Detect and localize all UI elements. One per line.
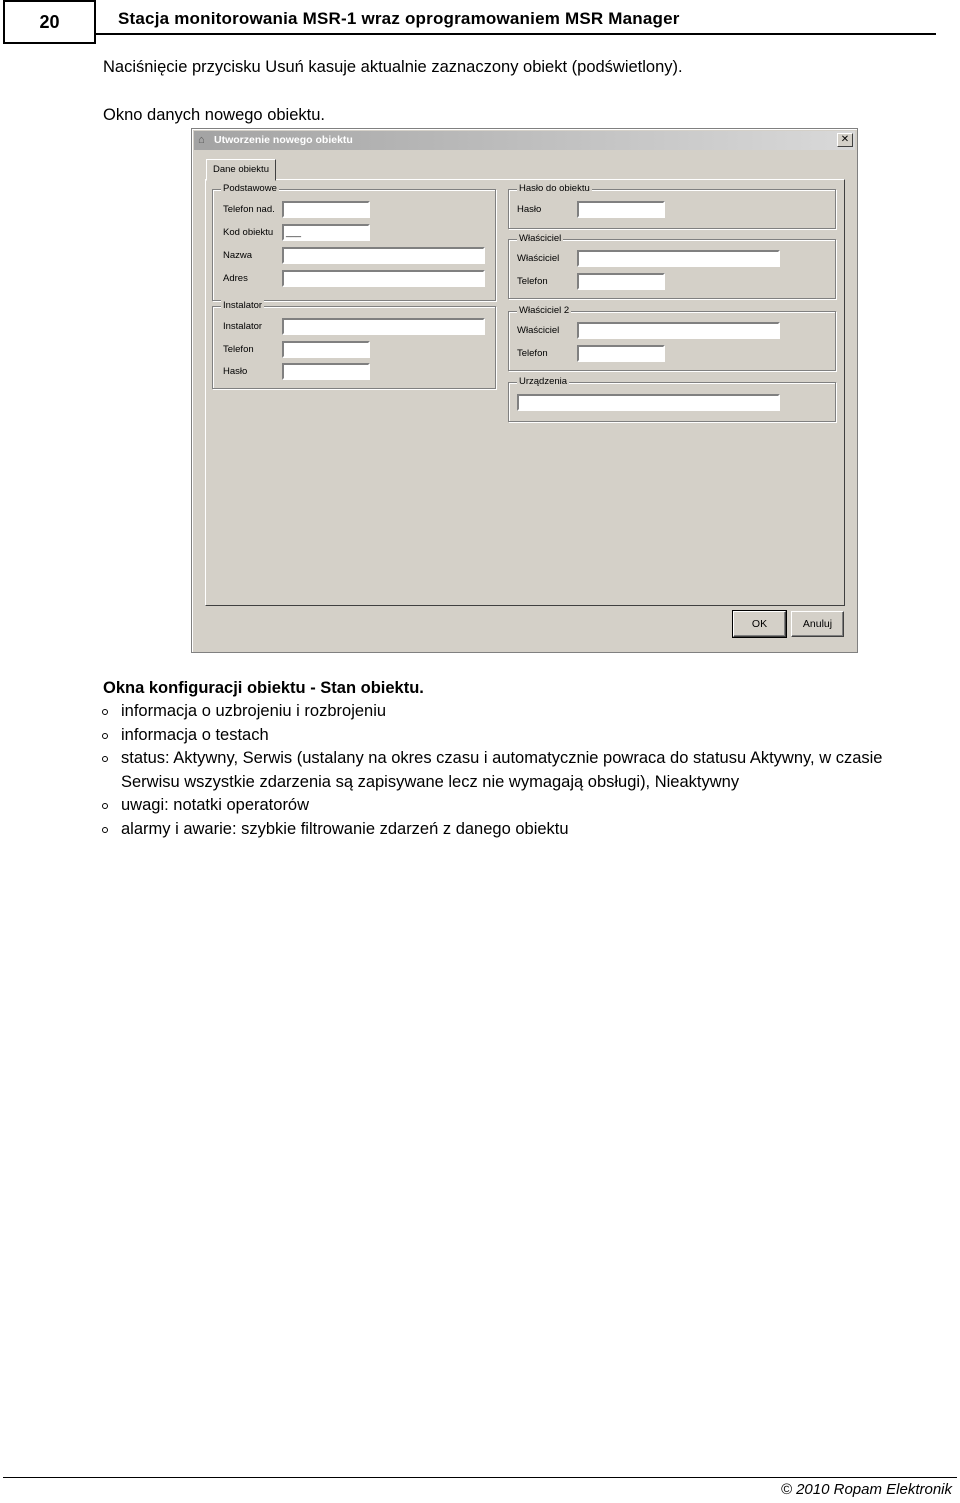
owner-2-label: Właściciel [517, 325, 560, 336]
list-item-text: informacja o testach [121, 725, 269, 744]
installer-phone-field[interactable] [282, 341, 370, 358]
list-item [100, 747, 940, 794]
bullet-icon [102, 803, 108, 809]
ok-button[interactable]: OK [733, 611, 786, 637]
dialog-titlebar [194, 131, 855, 150]
group-installer [212, 300, 496, 389]
installer-field[interactable] [282, 318, 485, 335]
app-icon: ⌂ [198, 134, 205, 146]
footer-rule [3, 1477, 957, 1478]
list-item-text: uwagi: notatki operatorów [121, 796, 310, 815]
close-button[interactable] [837, 133, 853, 147]
devices-field[interactable] [517, 394, 780, 411]
installer-password-label: Hasło [223, 366, 248, 377]
phone-field[interactable] [282, 201, 370, 218]
feature-list [100, 700, 940, 842]
cancel-button[interactable]: Anuluj [791, 611, 844, 637]
installer-password-field[interactable] [282, 363, 370, 380]
new-object-caption: Okno danych nowego obiektu. [103, 106, 325, 124]
group-basic [212, 183, 496, 301]
list-item [100, 724, 940, 748]
owner-2-field[interactable] [577, 322, 780, 339]
owner-2-phone-label: Telefon [517, 348, 548, 359]
list-item-text: status: Aktywny, Serwis (ustalany na okres czasu i automatycznie powraca do statusu Aktywny, w czasie Serwisu wszystkie zdarzenia są zapisywane lecz nie wymagają obsługi), Nieaktywny [121, 749, 883, 791]
page-title: Stacja monitorowania MSR-1 wraz oprogramowaniem MSR Manager [118, 9, 680, 28]
bullet-icon [102, 733, 108, 739]
group-owner [508, 233, 836, 299]
object-code-label: Kod obiektu [223, 227, 274, 238]
dialog-title: Utworzenie nowego obiektu [214, 134, 353, 146]
new-object-dialog [191, 128, 858, 653]
page-number: 20 [3, 0, 96, 44]
footer-copyright: © 2010 Ropam Elektronik [780, 1481, 952, 1498]
group-owner-2 [508, 305, 836, 371]
bullet-icon [102, 709, 108, 715]
group-owner-label: Właściciel [519, 233, 562, 244]
group-devices [508, 376, 836, 422]
owner-label: Właściciel [517, 253, 560, 264]
close-icon: ✕ [840, 134, 850, 145]
group-object-password-label: Hasło do obiektu [519, 183, 590, 194]
group-owner-2-label: Właściciel 2 [519, 305, 570, 316]
list-item [100, 818, 940, 842]
bullet-icon [102, 827, 108, 833]
phone-label: Telefon nad. [223, 204, 275, 215]
bullet-icon [102, 756, 108, 762]
owner-phone-field[interactable] [577, 273, 665, 290]
list-item [100, 700, 940, 724]
group-basic-label: Podstawowe [223, 183, 277, 194]
installer-label: Instalator [223, 321, 263, 332]
list-item [100, 794, 940, 818]
tab-panel [205, 179, 845, 606]
object-password-label: Hasło [517, 204, 542, 215]
owner-field[interactable] [577, 250, 780, 267]
object-password-field[interactable] [577, 201, 665, 218]
installer-phone-label: Telefon [223, 344, 254, 355]
tab-object-data[interactable]: Dane obiektu [206, 159, 276, 181]
owner-phone-label: Telefon [517, 276, 548, 287]
group-installer-label: Instalator [223, 300, 263, 311]
delete-note: Naciśnięcie przycisku Usuń kasuje aktualnie zaznaczony obiekt (podświetlony). [103, 58, 683, 76]
list-item-text: informacja o uzbrojeniu i rozbrojeniu [121, 702, 387, 720]
object-code-field[interactable]: ___ [282, 224, 370, 241]
owner-2-phone-field[interactable] [577, 345, 665, 362]
section-title: Okna konfiguracji obiektu - Stan obiektu. [103, 679, 424, 697]
list-item-text: alarmy i awarie: szybkie filtrowanie zdarzeń z danego obiektu [121, 819, 569, 838]
group-devices-label: Urządzenia [519, 376, 568, 387]
group-object-password [508, 183, 836, 229]
name-field[interactable] [282, 247, 485, 264]
address-label: Adres [223, 273, 248, 284]
name-label: Nazwa [223, 250, 253, 261]
header-rule [96, 33, 936, 35]
address-field[interactable] [282, 270, 485, 287]
